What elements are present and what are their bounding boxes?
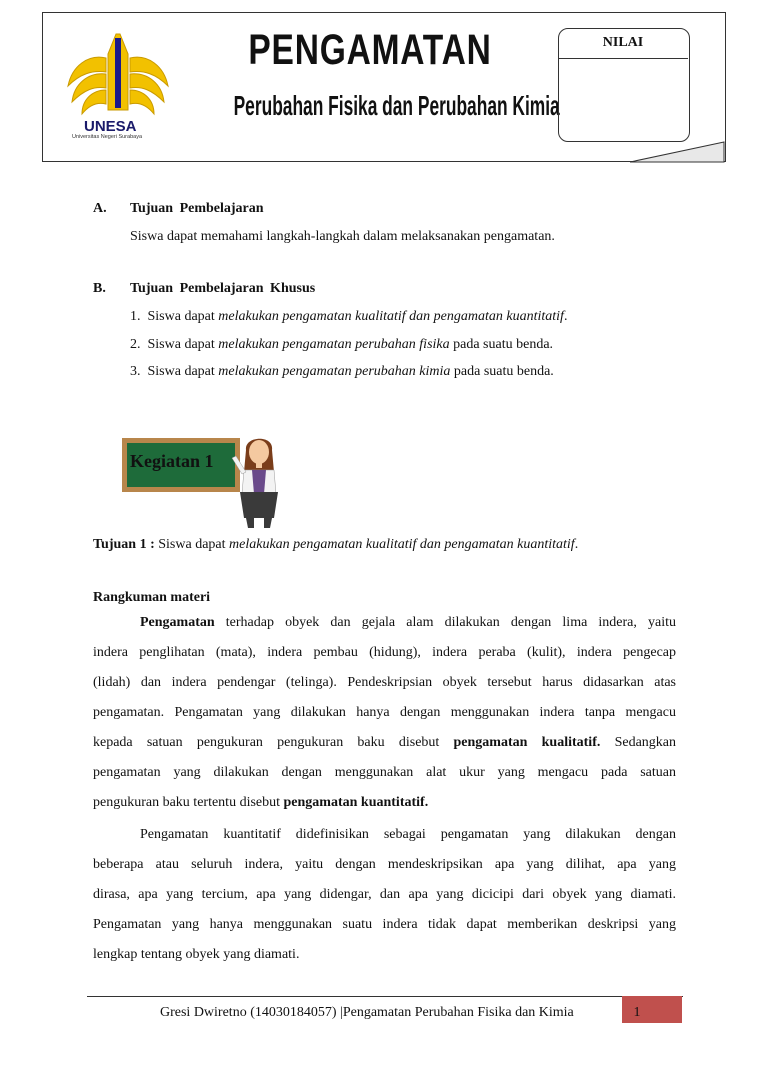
list-item-pre: Siswa dapat: [147, 309, 219, 324]
list-item: [130, 335, 553, 355]
logo-text: UNESA: [84, 118, 137, 135]
tujuan-1-italic: melakukan pengamatan kualitatif dan pengamatan kuantitatif: [229, 537, 575, 552]
tujuan-1-label: Tujuan 1 :: [93, 537, 155, 552]
rangkuman-paragraph-2: [93, 820, 676, 970]
page-subtitle: Perubahan Fisika dan Perubahan Kimia: [233, 90, 560, 121]
logo-subtext: Universitas Negeri Surabaya: [72, 134, 143, 140]
paragraph-line: Pengamatan yang hanya menggunakan suatu indera tidak dapat memberikan deskripsi yang: [93, 917, 676, 932]
paragraph-line: [93, 728, 676, 758]
bold-term: pengamatan kuantitatif.: [283, 795, 429, 810]
list-item-post: .: [563, 309, 568, 324]
rangkuman-heading: Rangkuman materi: [93, 590, 211, 605]
paragraph-line: (lidah) dan indera pendengar (telinga). Pendeskripsian obyek tersebut harus didasarkan atas: [93, 675, 676, 690]
paragraph-line: pengamatan. Pengamatan yang dilakukan hanya dengan menggunakan indera tanpa mengacu: [93, 705, 676, 720]
footer-divider: [87, 996, 683, 997]
teacher-illustration-icon: [228, 432, 290, 528]
page-title: PENGAMATAN: [248, 26, 492, 74]
unesa-logo: [58, 24, 178, 142]
section-b-letter: B.: [93, 281, 106, 296]
list-item-italic: melakukan pengamatan perubahan fisika: [218, 337, 450, 352]
list-item-post: pada suatu benda.: [449, 337, 554, 352]
section-a-letter: A.: [93, 201, 107, 216]
list-item-number: 2.: [130, 337, 141, 352]
paragraph-line: lengkap tentang obyek yang diamati.: [93, 947, 300, 962]
list-item-number: 1.: [130, 309, 141, 324]
list-item-italic: melakukan pengamatan kualitatif dan pengamatan kuantitatif: [218, 309, 564, 324]
paragraph-line: pengamatan yang dilakukan dengan menggunakan alat ukur yang mengacu pada satuan: [93, 765, 676, 780]
list-item-pre: Siswa dapat: [147, 364, 219, 379]
section-a-text: Siswa dapat memahami langkah-langkah dalam melaksanakan pengamatan.: [130, 229, 555, 244]
tujuan-1-pre: Siswa dapat: [154, 537, 230, 552]
page-number: 1: [633, 1005, 641, 1020]
section-a-heading: Tujuan Pembelajaran: [130, 201, 264, 216]
paragraph-text: terhadap obyek dan gejala alam dilakukan dengan lima indera, yaitu: [214, 615, 676, 630]
list-item: [130, 362, 554, 382]
paragraph-line: [93, 608, 676, 638]
list-item-post: pada suatu benda.: [450, 364, 554, 379]
kegiatan-label: Kegiatan 1: [130, 451, 214, 471]
bold-term: pengamatan kualitatif.: [453, 735, 601, 750]
page-fold-decoration: [630, 140, 726, 164]
paragraph-text: kepada satuan pengukuran pengukuran baku disebut: [93, 735, 454, 750]
rangkuman-paragraph-1: [93, 608, 676, 818]
paragraph-line: beberapa atau seluruh indera, yaitu dengan mendeskripsikan apa yang dilihat, apa yang: [93, 857, 676, 872]
paragraph-line: dirasa, apa yang tercium, apa yang didengar, dan apa yang dicicipi dari obyek yang diamati.: [93, 887, 676, 902]
list-item-number: 3.: [130, 364, 141, 379]
paragraph-line: indera penglihatan (mata), indera pembau (hidung), indera peraba (kulit), indera pengecap: [93, 645, 676, 660]
bold-term: Pengamatan: [140, 615, 215, 630]
list-item-italic: melakukan pengamatan perubahan kimia: [218, 364, 451, 379]
paragraph-line: [93, 788, 676, 818]
section-b-heading: Tujuan Pembelajaran Khusus: [130, 281, 316, 296]
nilai-label: NILAI: [558, 28, 688, 59]
paragraph-text: pengukuran baku tertentu disebut: [93, 795, 284, 810]
list-item: [130, 307, 567, 327]
footer-text: Gresi Dwiretno (14030184057) |Pengamatan Perubahan Fisika dan Kimia: [160, 1005, 574, 1020]
tujuan-1: [93, 535, 578, 555]
paragraph-line: Pengamatan kuantitatif didefinisikan sebagai pengamatan yang dilakukan dengan: [140, 827, 676, 842]
paragraph-text: Sedangkan: [600, 735, 676, 750]
list-item-pre: Siswa dapat: [147, 337, 219, 352]
tujuan-1-post: .: [574, 537, 579, 552]
